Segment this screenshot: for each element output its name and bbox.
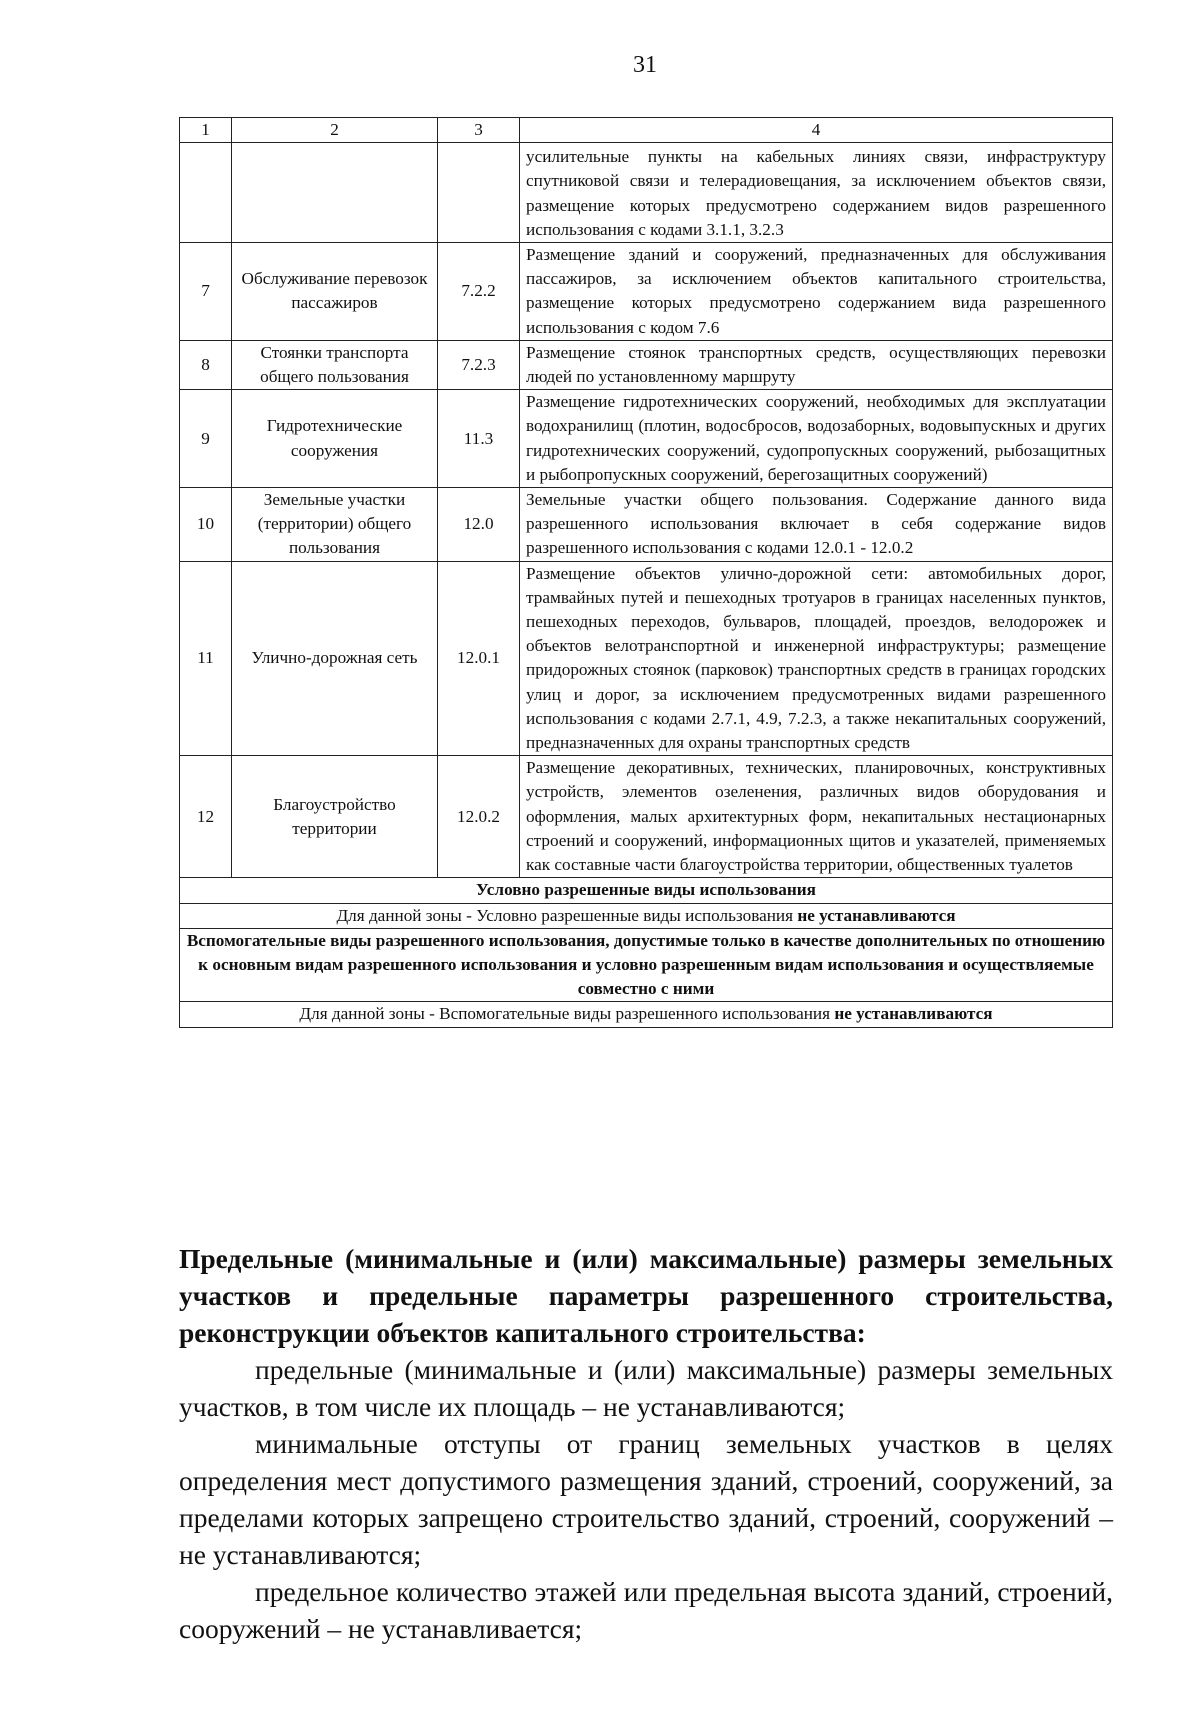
use-type-description: Размещение гидротехнических сооружений, необходимых для эксплуатации водохранилищ (плотин, водосбросов, водозаборных, водовыпускных и других гидротехнических сооружений, судопропускных сооружений, рыбозащитных и рыбопропускных сооружений, берегозащитных сооружений) [520, 390, 1113, 488]
row-number: 12 [180, 756, 232, 878]
header-col-2: 2 [232, 118, 438, 143]
section-paragraph: предельное количество этажей или предельная высота зданий, строений, сооружений – не устанавливается; [179, 1576, 1113, 1644]
section-paragraph: минимальные отступы от границ земельных участков в целях определения мест допустимого размещения зданий, строений, сооружений, за пределами которых запрещено строительство зданий, строений, сооружений – не устанавливаются; [179, 1428, 1113, 1570]
auxiliary-uses-title: Вспомогательные виды разрешенного использования, допустимые только в качестве дополнительных по отношению к основным видам разрешенного использования и условно разрешенным видам использования и осуществляемые совместно с ними [180, 928, 1113, 1002]
table-row [180, 390, 1113, 488]
table-header-row [180, 118, 1113, 143]
section-paragraph: предельные (минимальные и (или) максимальные) размеры земельных участков, в том числе их площадь – не устанавливаются; [179, 1354, 1113, 1422]
use-type-description: Размещение зданий и сооружений, предназначенных для обслуживания пассажиров, за исключением объектов капитального строительства, размещение которых предусмотрено содержанием вида разрешенного использования с кодом 7.6 [520, 243, 1113, 341]
continuation-description: усилительные пункты на кабельных линиях связи, инфраструктуру спутниковой связи и телерадиовещания, за исключением объектов связи, размещение которых предусмотрено содержанием видов разрешенного использования с кодами 3.1.1, 3.2.3 [520, 143, 1113, 243]
table-row-continuation [180, 143, 1113, 243]
table-row [180, 488, 1113, 562]
table-row [180, 243, 1113, 341]
use-type-code: 11.3 [438, 390, 520, 488]
permitted-use-table [179, 117, 1113, 1028]
use-type-description: Размещение объектов улично-дорожной сети: автомобильных дорог, трамвайных путей и пешеходных тротуаров в границах населенных пунктов, пешеходных переходов, бульваров, площадей, проездов, велодорожек и объектов велотранспортной и инженерной инфраструктуры; размещение придорожных стоянок (парковок) транспортных средств в границах городских улиц и дорог, за исключением предусмотренных видами разрешенного использования с кодами 2.7.1, 4.9, 7.2.3, а также некапитальных сооружений, предназначенных для охраны транспортных средств [520, 561, 1113, 756]
use-type-code: 7.2.2 [438, 243, 520, 341]
header-col-3: 3 [438, 118, 520, 143]
use-type-name: Улично-дорожная сеть [232, 561, 438, 756]
table-row [180, 340, 1113, 389]
conditional-uses-title-row [180, 878, 1113, 903]
limits-section [179, 1240, 1113, 1647]
row-number: 9 [180, 390, 232, 488]
conditional-uses-title: Условно разрешенные виды использования [180, 878, 1113, 903]
auxiliary-uses-note [180, 1002, 1113, 1027]
conditional-uses-note-row [180, 903, 1113, 928]
use-type-code: 12.0.1 [438, 561, 520, 756]
table-row [180, 756, 1113, 878]
use-type-description: Размещение стоянок транспортных средств, осуществляющих перевозки людей по установленному маршруту [520, 340, 1113, 389]
table-row [180, 561, 1113, 756]
use-type-name: Стоянки транспорта общего пользования [232, 340, 438, 389]
use-type-name: Обслуживание перевозок пассажиров [232, 243, 438, 341]
page-number: 31 [633, 52, 657, 78]
header-col-4: 4 [520, 118, 1113, 143]
conditional-note-status: не устанавливаются [797, 905, 956, 925]
auxiliary-note-status: не устанавливаются [834, 1004, 993, 1024]
use-type-code: 12.0.2 [438, 756, 520, 878]
row-number: 11 [180, 561, 232, 756]
use-type-code: 12.0 [438, 488, 520, 562]
use-type-name: Земельные участки (территории) общего пользования [232, 488, 438, 562]
use-type-name: Благоустройство территории [232, 756, 438, 878]
auxiliary-note-text: Для данной зоны - Вспомогательные виды разрешенного использования [299, 1004, 835, 1024]
header-col-1: 1 [180, 118, 232, 143]
use-type-description: Размещение декоративных, технических, планировочных, конструктивных устройств, элементов озеленения, различных видов оборудования и оформления, малых архитектурных форм, некапитальных нестационарных строений и сооружений, информационных щитов и указателей, применяемых как составные части благоустройства территории, общественных туалетов [520, 756, 1113, 878]
use-type-name: Гидротехнические сооружения [232, 390, 438, 488]
row-number: 8 [180, 340, 232, 389]
use-type-code: 7.2.3 [438, 340, 520, 389]
use-type-description: Земельные участки общего пользования. Содержание данного вида разрешенного использования включает в себя содержание видов разрешенного использования с кодами 12.0.1 - 12.0.2 [520, 488, 1113, 562]
row-number: 10 [180, 488, 232, 562]
row-number: 7 [180, 243, 232, 341]
section-heading: Предельные (минимальные и (или) максимальные) размеры земельных участков и предельные параметры разрешенного строительства, реконструкции объектов капитального строительства: [179, 1243, 1113, 1348]
conditional-note-text: Для данной зоны - Условно разрешенные виды использования [336, 905, 798, 925]
conditional-uses-note [180, 903, 1113, 928]
auxiliary-uses-note-row [180, 1002, 1113, 1027]
auxiliary-uses-title-row [180, 928, 1113, 1002]
